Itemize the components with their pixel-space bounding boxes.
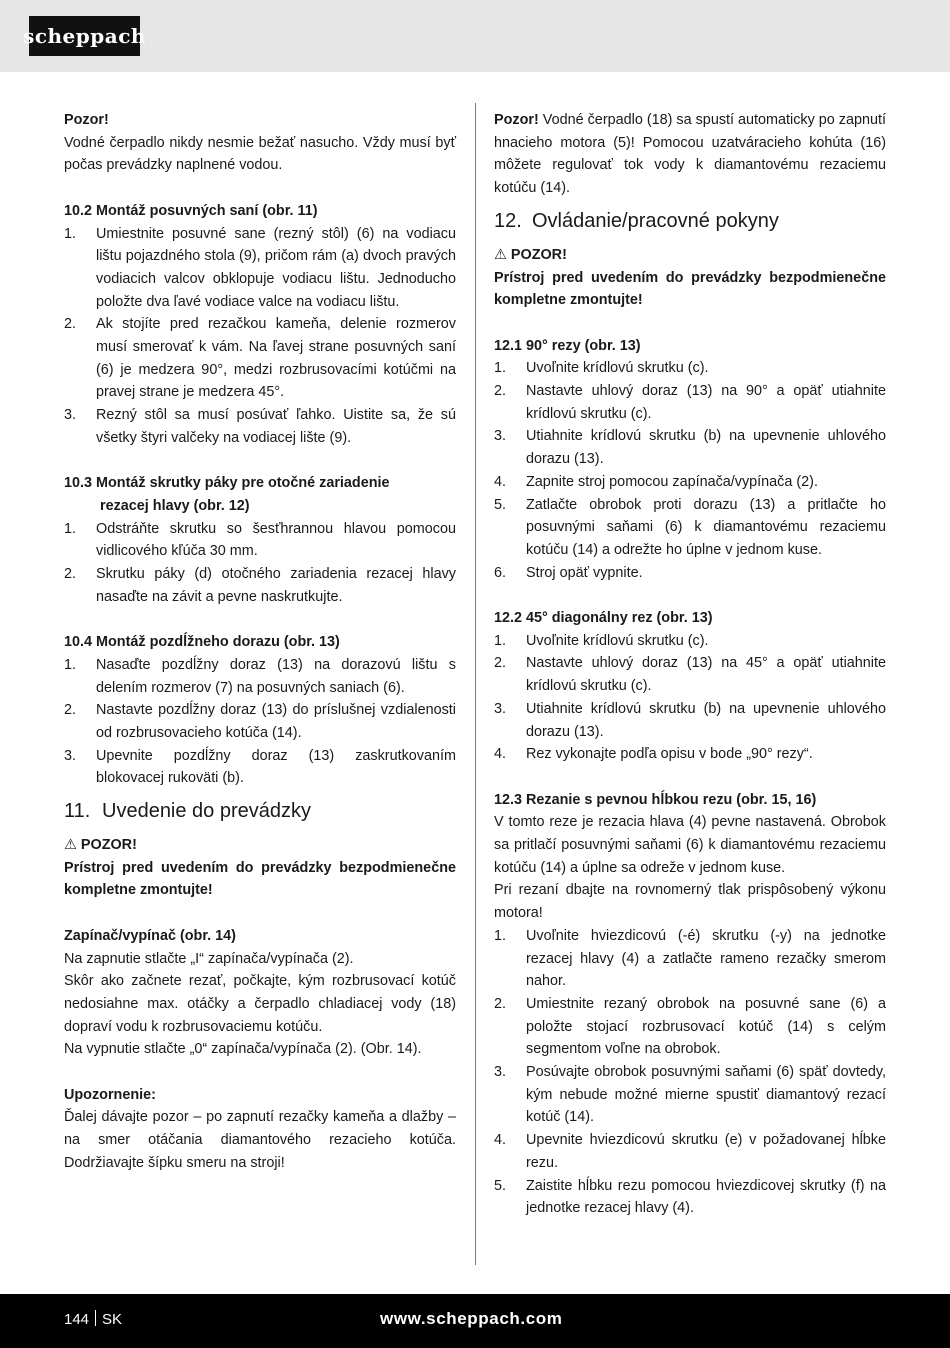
section-12-heading: 12. Ovládanie/pracovné pokyny	[494, 209, 779, 232]
section-12-1-list	[494, 357, 886, 584]
list-item: 3. Utiahnite krídlovú skrutku (b) na upevnenie uhlového dorazu (13).	[494, 428, 886, 468]
website-url: www.scheppach.com	[380, 1309, 563, 1328]
list-item: 2. Nastavte uhlový doraz (13) na 90° a opäť utiahnite krídlovú skrutku (c).	[494, 383, 886, 422]
section-12-3-title: 12.3 Rezanie s pevnou hĺbkou rezu (obr. 15, 16)	[494, 791, 817, 808]
section-12-3-list	[494, 925, 886, 1220]
list-item: 4. Rez vykonajte podľa opisu v bode „90° rezy“.	[494, 746, 813, 763]
section-10-4-title: 10.4 Montáž pozdĺžneho dorazu (obr. 13)	[64, 634, 340, 651]
warning-text: Prístroj pred uvedením do prevádzky bezpodmienečne kompletne zmontujte!	[64, 859, 456, 899]
list-item: 4. Upevnite hviezdicovú skrutku (e) v požadovanej hĺbke rezu.	[494, 1132, 886, 1171]
list-item: 5. Zatlačte obrobok proti dorazu (13) a pritlačte ho posuvnými saňami (6) k diamantovému rezaciemu kotúču (14) a odrežte ho úplne v jednom kuse.	[494, 496, 886, 558]
list-item: 3. Upevnite pozdĺžny doraz (13) zaskrutkovaním blokovacej rukoväti (b).	[64, 747, 456, 787]
section-12-2-title: 12.2 45° diagonálny rez (obr. 13)	[494, 610, 713, 627]
right-column	[494, 109, 886, 1220]
note-title: Upozornenie:	[64, 1086, 156, 1103]
list-item: 1. Uvoľnite hviezdicovú (-é) skrutku (-y) na jednotke rezacej hlavy (4) a zatlačte rameno rezačky smerom nahor.	[494, 927, 886, 990]
switch-paragraph-2: Skôr ako začnete rezať, počkajte, kým rozbrusovací kotúč nedosiahne max. otáčky a čerpadlo chladiacej vody (18) dopraví vodu k rozbrusovaciemu kotúču.	[64, 973, 456, 1035]
warning-line: ⚠ POZOR!	[64, 837, 137, 854]
list-item: 3. Rezný stôl sa musí posúvať ľahko. Uistite sa, že sú všetky štyri valčeky na vodiacej lište (9).	[64, 407, 456, 446]
pozor-text: Vodné čerpadlo nikdy nesmie bežať nasucho. Vždy musí byť počas prevádzky naplnené vodou.	[64, 134, 456, 174]
list-item: 1. Uvoľnite krídlovú skrutku (c).	[494, 360, 709, 377]
list-item: 6. Stroj opäť vypnite.	[494, 564, 643, 581]
list-item: 2. Nastavte uhlový doraz (13) na 45° a opäť utiahnite krídlovú skrutku (c).	[494, 655, 886, 695]
pozor-paragraph: Pozor! Vodné čerpadlo (18) sa spustí automaticky po zapnutí hnacieho motora (5)! Pomocou uzatváracieho kohúta (16) môžete regulovať tok vody k diamantovému rezaciemu kotúču (14).	[494, 112, 887, 197]
language-code: SK	[102, 1311, 123, 1328]
warning-text: Prístroj pred uvedením do prevádzky bezpodmienečne kompletne zmontujte!	[494, 269, 886, 309]
list-item: 1. Uvoľnite krídlovú skrutku (c).	[494, 632, 709, 649]
pozor-label: Pozor!	[64, 112, 109, 128]
switch-title: Zapínač/vypínač (obr. 14)	[64, 927, 236, 944]
column-divider	[475, 103, 476, 1265]
list-item: 2. Umiestnite rezaný obrobok na posuvné sane (6) a položte stojací rozbrusovací kotúč (14) s celým segmentom voľne na obrobok.	[494, 995, 886, 1058]
section-10-4-list	[64, 654, 456, 790]
page-indicator	[64, 1310, 122, 1330]
list-item: 1. Odstráňte skrutku so šesťhrannou hlavou pomocou vidlicového kľúča 30 mm.	[64, 520, 456, 560]
warning-line: ⚠ POZOR!	[494, 246, 567, 263]
section-10-2-list	[64, 223, 456, 450]
note-text: Ďalej dávajte pozor – po zapnutí rezačky kameňa a dlažby – na smer otáčania diamantového rezacieho kotúča. Dodržiavajte šípku smeru na stroji!	[64, 1109, 456, 1171]
section-12-3-paragraph-2: Pri rezaní dbajte na rovnomerný tlak prispôsobený výkonu motora!	[494, 882, 886, 922]
list-item: 3. Posúvajte obrobok posuvnými saňami (6) späť dovtedy, kým nebude možné mierne spustiť diamantový rezací kotúč (14).	[494, 1064, 886, 1126]
page-number: 144	[64, 1311, 90, 1328]
list-item: 2. Nastavte pozdĺžny doraz (13) do príslušnej vzdialenosti od rozbrusovacieho kotúča (14).	[64, 702, 456, 741]
list-item: 2. Ak stojíte pred rezačkou kameňa, delenie rozmerov musí smerovať k vám. Na ľavej strane posuvných saní (6) je medzera 90°, medzi rozbrusovacími kotúčmi na pravej strane je medzera 45°.	[64, 316, 456, 401]
list-item: 4. Zapnite stroj pomocou zapínača/vypínača (2).	[494, 473, 818, 490]
section-10-3-list	[64, 518, 456, 609]
section-10-3-title: 10.3 Montáž skrutky páky pre otočné zariadenie	[64, 475, 390, 492]
section-12-1-title: 12.1 90° rezy (obr. 13)	[494, 337, 641, 354]
section-10-2-title: 10.2 Montáž posuvných saní (obr. 11)	[64, 202, 318, 219]
switch-paragraph-3: Na vypnutie stlačte „0“ zapínača/vypínača (2). (Obr. 14).	[64, 1041, 422, 1058]
header-band	[0, 0, 950, 72]
left-column	[64, 109, 456, 1175]
warning-icon: ⚠	[494, 246, 507, 263]
section-10-3-title-cont: rezacej hlavy (obr. 12)	[100, 497, 250, 514]
list-item: 5. Zaistite hĺbku rezu pomocou hviezdicovej skrutky (f) na jednotke rezacej hlavy (4).	[494, 1177, 886, 1217]
section-12-2-list	[494, 630, 886, 766]
footer	[0, 1294, 950, 1348]
list-item: 3. Utiahnite krídlovú skrutku (b) na upevnenie uhlového dorazu (13).	[494, 700, 886, 740]
separator	[95, 1310, 96, 1326]
section-12-3-paragraph-1: V tomto reze je rezacia hlava (4) pevne nastavená. Obrobok sa pritlačí posuvnými saňami (6) k diamantovému rezaciemu kotúču (14) a úplne sa odreže v jednom kuse.	[494, 814, 886, 876]
brand-logo: scheppach	[29, 16, 140, 56]
section-11-heading: 11. Uvedenie do prevádzky	[64, 800, 312, 823]
list-item: 2. Skrutku páky (d) otočného zariadenia rezacej hlavy nasaďte na závit a pevne naskrutkujte.	[64, 566, 456, 605]
warning-icon: ⚠	[64, 837, 77, 854]
switch-paragraph-1: Na zapnutie stlačte „I“ zapínača/vypínača (2).	[64, 950, 354, 967]
list-item: 1. Nasaďte pozdĺžny doraz (13) na dorazovú lištu s delením rozmerov (7) na posuvných saniach (6).	[64, 656, 456, 696]
list-item: 1. Umiestnite posuvné sane (rezný stôl) (6) na vodiacu lištu pojazdného stola (9), pričom rám (a) dvoch pravých vodiacich valcov obklopuje vodiacu lištu. Jednoducho položte dva ľavé vodiace valce na vodiacu lištu.	[64, 225, 456, 310]
